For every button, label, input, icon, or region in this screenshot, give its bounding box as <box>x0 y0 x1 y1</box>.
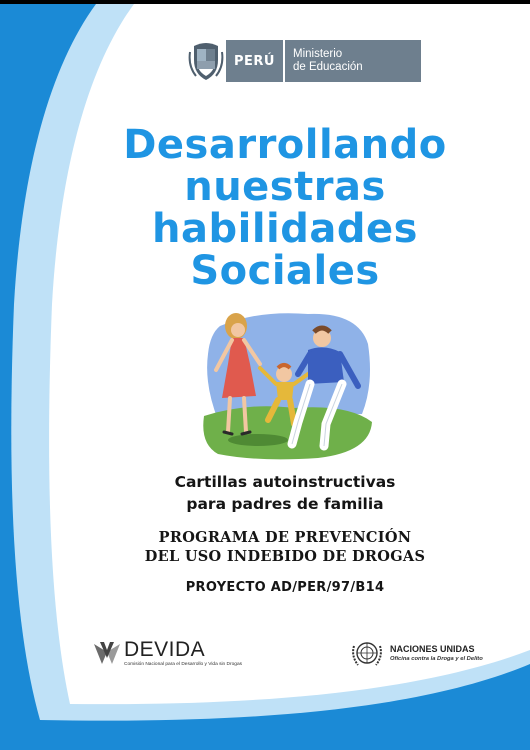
un-emblem-icon <box>350 636 384 670</box>
family-illustration <box>198 304 374 462</box>
subtitle-line: Cartillas autoinstructivas <box>174 473 396 491</box>
ministry-label <box>285 40 421 82</box>
ministry-header <box>188 40 421 82</box>
project-code: PROYECTO AD/PER/97/B14 <box>185 580 385 595</box>
title-line: nuestras <box>184 164 386 210</box>
devida-logo-icon <box>92 638 122 668</box>
un-name: NACIONES UNIDAS <box>390 644 475 654</box>
un-logo <box>350 636 510 672</box>
ministry-line-1: Ministerio <box>292 48 343 60</box>
page-title <box>90 124 480 292</box>
title-line: habilidades <box>152 206 418 252</box>
ministry-line-2: de Educación <box>292 61 363 73</box>
program-line: PROGRAMA DE PREVENCIÓN <box>158 529 412 546</box>
cover-page <box>0 4 530 750</box>
devida-logo <box>92 638 242 672</box>
devida-name: DEVIDA <box>124 638 206 661</box>
devida-subtitle: Comisión Nacional para el Desarrollo y Vida sin Drogas <box>124 662 243 667</box>
title-line: Sociales <box>190 248 380 294</box>
un-subtitle: Oficina contra la Droga y el Delito <box>390 656 483 662</box>
subtitle <box>90 471 480 515</box>
country-label: PERÚ <box>226 40 283 82</box>
coat-of-arms-icon <box>188 40 224 82</box>
program-name <box>90 528 480 566</box>
program-line: DEL USO INDEBIDO DE DROGAS <box>144 548 426 565</box>
title-line: Desarrollando <box>123 122 447 168</box>
subtitle-line: para padres de familia <box>186 495 384 513</box>
